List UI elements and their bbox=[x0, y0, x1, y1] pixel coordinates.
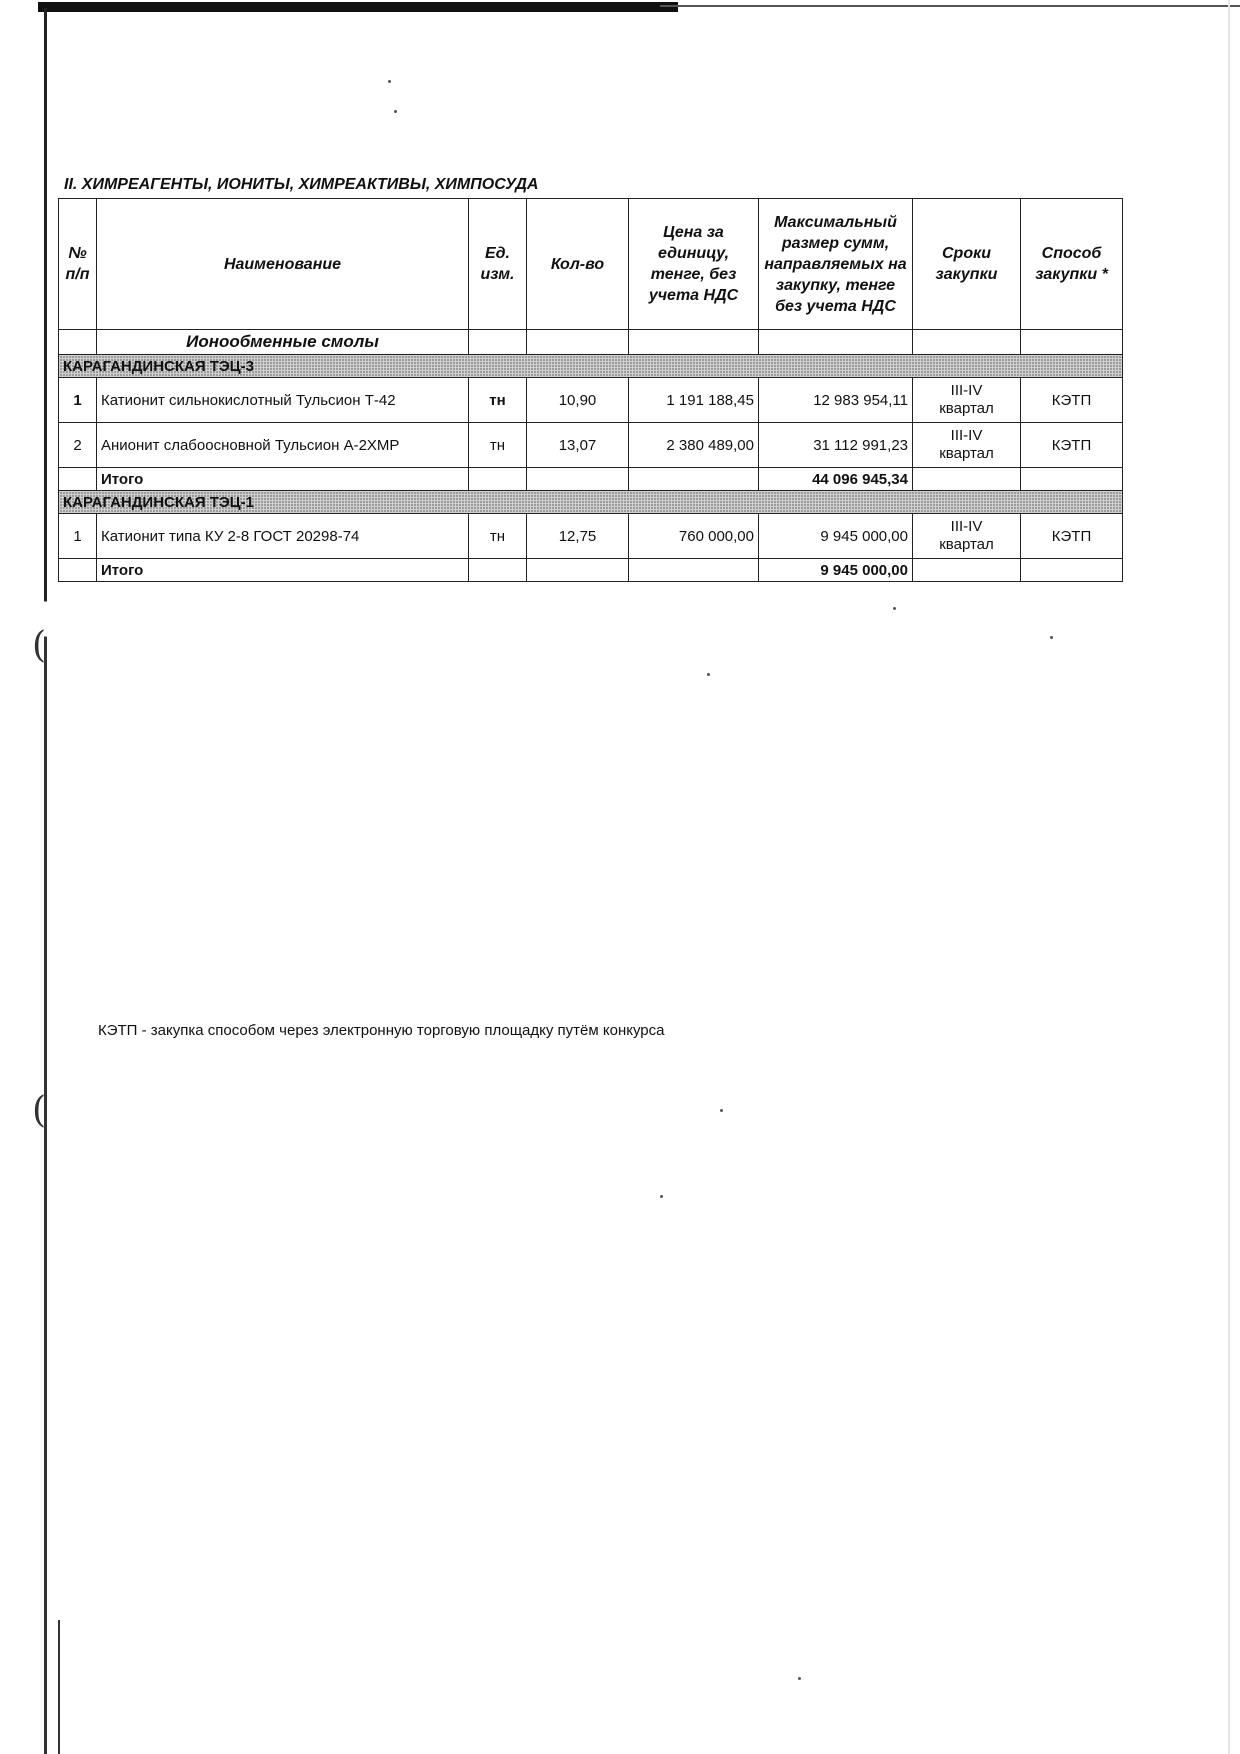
scan-speck bbox=[660, 1195, 663, 1198]
header-num: № п/п bbox=[59, 199, 97, 330]
row-term-period: III-IV bbox=[950, 518, 983, 535]
total-value: 44 096 945,34 bbox=[759, 468, 913, 491]
scan-edge-top-thin bbox=[660, 5, 1240, 7]
row-qty: 13,07 bbox=[527, 423, 629, 468]
row-name: Анионит слабоосновной Тульсион А-2ХМР bbox=[97, 423, 469, 468]
row-term-period: III-IV bbox=[950, 427, 983, 444]
row-terms bbox=[913, 423, 1021, 468]
group-row bbox=[59, 330, 1123, 355]
binder-mark-lower: ( bbox=[32, 1090, 47, 1131]
scan-speck bbox=[388, 80, 391, 83]
table-row bbox=[59, 423, 1123, 468]
scan-speck bbox=[1050, 636, 1053, 639]
scan-speck bbox=[893, 607, 896, 610]
header-terms: Сроки закупки bbox=[913, 199, 1021, 330]
row-term-unit: квартал bbox=[939, 400, 994, 417]
plant-name: КАРАГАНДИНСКАЯ ТЭЦ-3 bbox=[59, 355, 1123, 378]
total-label: Итого bbox=[97, 468, 469, 491]
scan-edge-top bbox=[38, 2, 678, 12]
row-method: КЭТП bbox=[1021, 423, 1123, 468]
table-row bbox=[59, 378, 1123, 423]
header-max-sum: Максимальный размер сумм, направляемых на закупку, тенге без учета НДС bbox=[759, 199, 913, 330]
table-row bbox=[59, 514, 1123, 559]
row-method: КЭТП bbox=[1021, 378, 1123, 423]
row-sum: 9 945 000,00 bbox=[759, 514, 913, 559]
group-label: Ионообменные смолы bbox=[97, 330, 469, 355]
scan-speck bbox=[798, 1677, 801, 1680]
row-num: 1 bbox=[59, 378, 97, 423]
row-name: Катионит сильнокислотный Тульсион Т-42 bbox=[97, 378, 469, 423]
row-terms bbox=[913, 514, 1021, 559]
header-price: Цена за единицу, тенге, без учета НДС bbox=[629, 199, 759, 330]
row-term-unit: квартал bbox=[939, 445, 994, 462]
footnote: КЭТП - закупка способом через электронную торговую площадку путём конкурса bbox=[98, 1022, 665, 1039]
table-header-row bbox=[59, 199, 1123, 330]
total-value: 9 945 000,00 bbox=[759, 559, 913, 582]
row-price: 1 191 188,45 bbox=[629, 378, 759, 423]
header-unit: Ед. изм. bbox=[469, 199, 527, 330]
scan-edge-left bbox=[44, 8, 47, 1754]
row-unit: тн bbox=[469, 378, 527, 423]
scan-edge-right bbox=[1228, 0, 1230, 1754]
row-sum: 31 112 991,23 bbox=[759, 423, 913, 468]
total-label: Итого bbox=[97, 559, 469, 582]
scan-speck bbox=[394, 110, 397, 113]
row-name: Катионит типа КУ 2-8 ГОСТ 20298-74 bbox=[97, 514, 469, 559]
total-row bbox=[59, 559, 1123, 582]
row-qty: 10,90 bbox=[527, 378, 629, 423]
scan-edge-left-lower bbox=[58, 1620, 60, 1754]
row-unit: тн bbox=[469, 423, 527, 468]
section-title: II. ХИМРЕАГЕНТЫ, ИОНИТЫ, ХИМРЕАКТИВЫ, ХИМПОСУДА bbox=[64, 176, 539, 193]
row-terms bbox=[913, 378, 1021, 423]
header-method: Способ закупки * bbox=[1021, 199, 1123, 330]
row-method: КЭТП bbox=[1021, 514, 1123, 559]
row-num: 1 bbox=[59, 514, 97, 559]
header-qty: Кол-во bbox=[527, 199, 629, 330]
plant-row bbox=[59, 355, 1123, 378]
row-price: 760 000,00 bbox=[629, 514, 759, 559]
total-row bbox=[59, 468, 1123, 491]
plant-row bbox=[59, 491, 1123, 514]
row-num: 2 bbox=[59, 423, 97, 468]
row-sum: 12 983 954,11 bbox=[759, 378, 913, 423]
plant-name: КАРАГАНДИНСКАЯ ТЭЦ-1 bbox=[59, 491, 1123, 514]
scan-speck bbox=[707, 673, 710, 676]
binder-mark-upper: ( bbox=[32, 625, 47, 666]
scan-speck bbox=[720, 1109, 723, 1112]
row-price: 2 380 489,00 bbox=[629, 423, 759, 468]
procurement-table bbox=[58, 198, 1123, 582]
header-name: Наименование bbox=[97, 199, 469, 330]
row-term-unit: квартал bbox=[939, 536, 994, 553]
row-term-period: III-IV bbox=[950, 382, 983, 399]
row-qty: 12,75 bbox=[527, 514, 629, 559]
row-unit: тн bbox=[469, 514, 527, 559]
